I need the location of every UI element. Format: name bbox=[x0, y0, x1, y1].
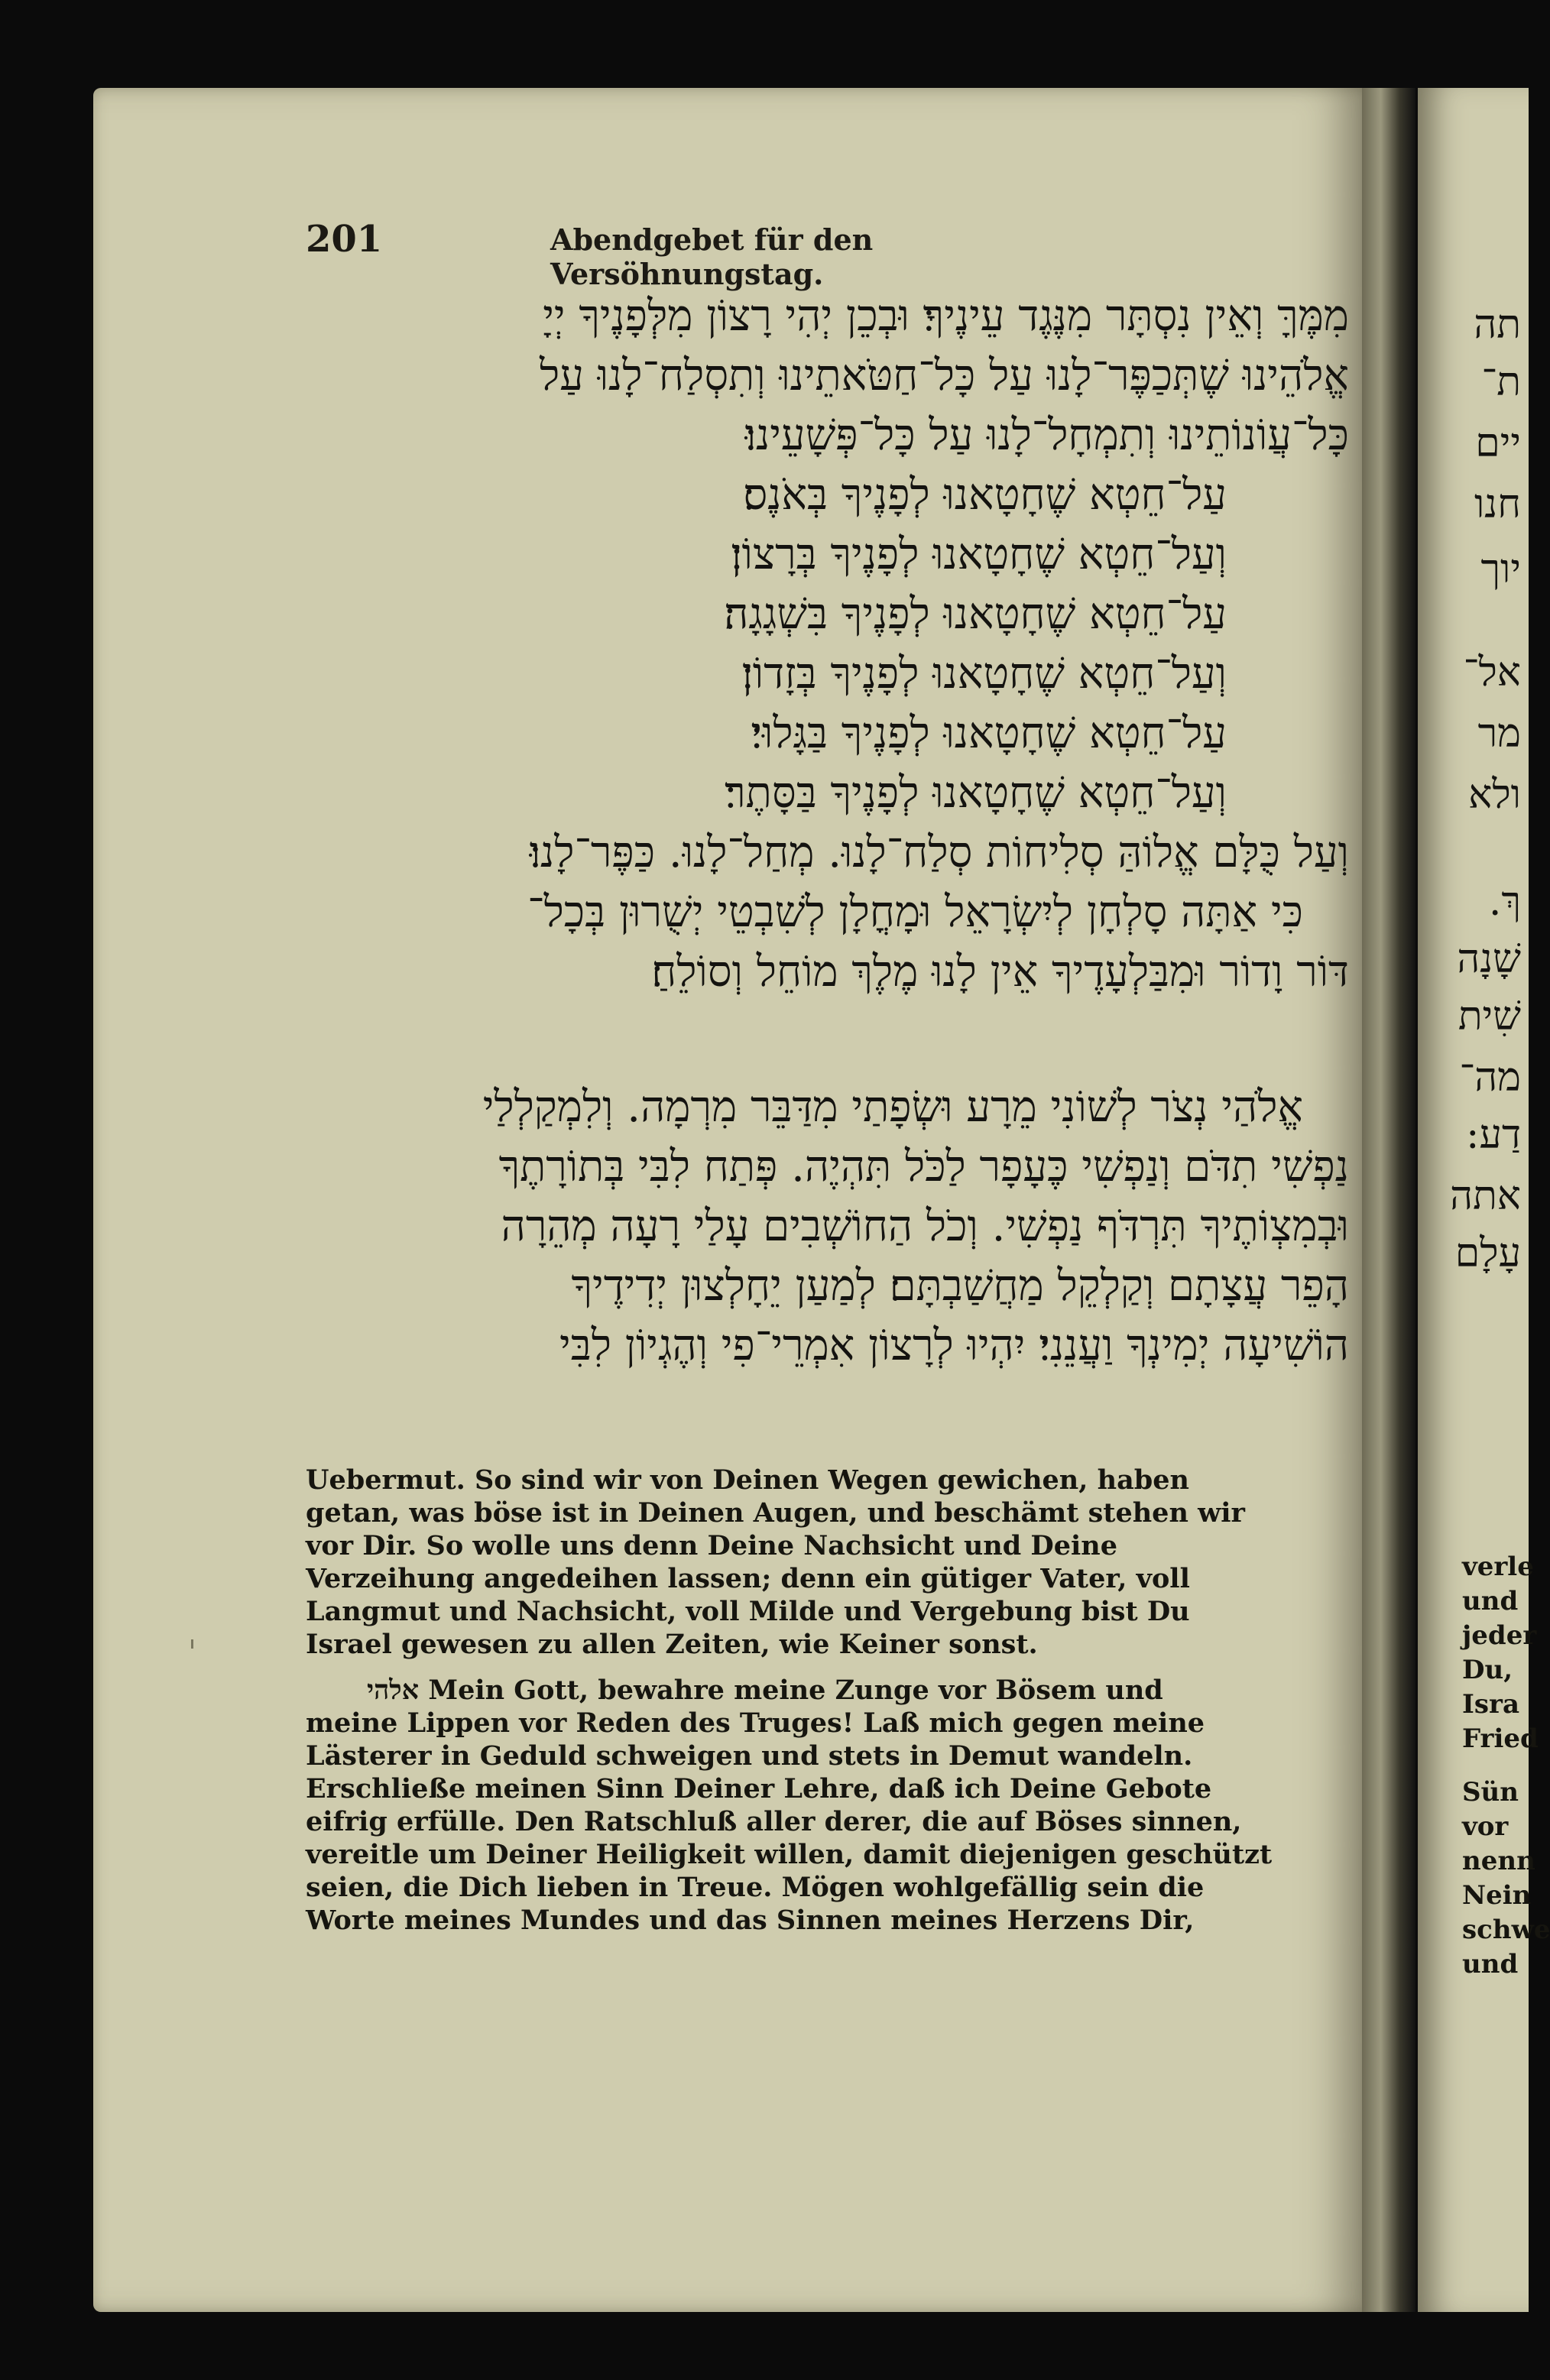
page-header bbox=[306, 218, 1108, 291]
hebrew-text-block-1 bbox=[302, 287, 1349, 1002]
hebrew-line: עַל־חֵטְא שֶׁחָטָאנוּ לְפָנֶיךָ בִּשְׁגָגָה׃ bbox=[724, 589, 1227, 639]
german-line: Israel gewesen zu allen Zeiten, wie Keiner sonst. bbox=[306, 1629, 1038, 1660]
next-page-hebrew-fragment: אל־ bbox=[1463, 650, 1521, 696]
hebrew-line: כִּי אַתָּה סָלְחָן לְיִשְׂרָאֵל וּמָחֳלָן לְשִׁבְטֵי יְשֻׁרוּן בְּכָל־ bbox=[527, 887, 1303, 937]
german-text-block-1 bbox=[306, 1464, 1341, 1661]
german-line: eifrig erfülle. Den Ratschluß aller derer, die auf Böses sinnen, bbox=[306, 1806, 1242, 1837]
german-line: seien, die Dich lieben in Treue. Mögen wohlgefällig sein die bbox=[306, 1872, 1205, 1903]
hebrew-line: נַפְשִׁי תִדֹּם וְנַפְשִׁי כֶּעָפָר לַכֹּל תִּהְיֶה. פְּתַח לִבִּי בְּתוֹרָתֶךָ bbox=[498, 1142, 1349, 1192]
hebrew-line: כָּל־עֲוֹנוֹתֵינוּ וְתִמְחָל־לָנוּ עַל כָּל־פְּשָׁעֵינוּ׃ bbox=[744, 410, 1349, 460]
running-title: Abendgebet für den Versöhnungstag. bbox=[550, 222, 874, 291]
german-line: Erschließe meinen Sinn Deiner Lehre, daß ich Deine Gebote bbox=[306, 1773, 1212, 1804]
next-page-hebrew-fragment: שָׁנָה bbox=[1457, 936, 1521, 982]
hebrew-line: עַל־חֵטְא שֶׁחָטָאנוּ לְפָנֶיךָ בַּגָּלוּי׃ bbox=[751, 708, 1227, 758]
hebrew-line: וּבְמִצְוֹתֶיךָ תִּרְדֹּף נַפְשִׁי. וְכֹל הַחוֹשְׁבִים עָלַי רָעָה מְהֵרָה bbox=[501, 1201, 1349, 1251]
next-page-hebrew-fragment: חנו bbox=[1474, 482, 1521, 527]
next-page-german-fragment: und bbox=[1462, 1949, 1519, 1980]
paper-mark bbox=[191, 1639, 193, 1649]
hebrew-line: דּוֹר וָדוֹר וּמִבַּלְעָדֶיךָ אֵין לָנוּ מֶלֶךְ מוֹחֵל וְסוֹלֵחַ׃ bbox=[651, 947, 1349, 997]
hebrew-line: מִמֶּךָּ וְאֵין נִסְתָּר מִנֶּגֶד עֵינֶיךָ׃ וּבְכֵן יְהִי רָצוֹן מִלְּפָנֶיךָ יְיָ bbox=[543, 291, 1349, 341]
hebrew-line: הָפֵר עֲצָתָם וְקַלְקֵל מַחֲשַׁבְתָּם׃ לְמַעַן יֵחָלְצוּן יְדִידֶיךָ bbox=[571, 1261, 1349, 1311]
german-line: getan, was böse ist in Deinen Augen, und beschämt stehen wir bbox=[306, 1497, 1245, 1529]
next-page-hebrew-fragment: אתה bbox=[1450, 1173, 1521, 1219]
hebrew-line: אֱלֹהֵינוּ שֶׁתְּכַפֶּר־לָנוּ עַל כָּל־חַטֹּאתֵינוּ וְתִסְלַח־לָנוּ עַל bbox=[540, 351, 1349, 400]
next-page-german-fragment: Sün bbox=[1462, 1777, 1519, 1808]
next-page-hebrew-fragment: ת־ bbox=[1481, 359, 1521, 405]
german-line: vor Dir. So wolle uns denn Deine Nachsicht und Deine bbox=[306, 1530, 1118, 1561]
hebrew-line: וְעַל־חֵטְא שֶׁחָטָאנוּ לְפָנֶיךָ בְּרָצוֹן׃ bbox=[731, 530, 1227, 579]
next-page-hebrew-fragment: יוך bbox=[1480, 546, 1521, 592]
next-page-german-fragment: Isra bbox=[1462, 1689, 1519, 1720]
next-page-hebrew-fragment: מר bbox=[1477, 711, 1521, 757]
next-page-german-fragment: schwe bbox=[1462, 1915, 1550, 1945]
next-page-hebrew-fragment: דַע: bbox=[1466, 1112, 1521, 1158]
hebrew-text-block-2 bbox=[302, 1078, 1349, 1376]
hebrew-line: אֱלֹהַי נְצֹר לְשׁוֹנִי מֵרָע וּשְׂפָתַי מִדַּבֵּר מִרְמָה. וְלִמְקַלְלַי bbox=[482, 1082, 1303, 1132]
hebrew-line: הוֹשִׁיעָה יְמִינְךָ וַעֲנֵנִי׃ יִהְיוּ לְרָצוֹן אִמְרֵי־פִי וְהֶגְיוֹן לִבִּי bbox=[559, 1321, 1349, 1370]
book-gutter bbox=[1362, 88, 1415, 2312]
next-page-german-fragment: verle bbox=[1462, 1552, 1534, 1582]
german-line: meine Lippen vor Reden des Truges! Laß mich gegen meine bbox=[306, 1707, 1205, 1739]
next-page-hebrew-fragment: יים bbox=[1475, 420, 1521, 466]
german-text-block-2 bbox=[306, 1674, 1341, 1937]
next-page-hebrew-fragment: ךְ. bbox=[1488, 879, 1521, 925]
next-page-german-fragment: Du, bbox=[1462, 1655, 1513, 1685]
next-page-german-fragment: nenn bbox=[1462, 1846, 1535, 1876]
next-page-hebrew-fragment: שִׁית bbox=[1458, 994, 1521, 1039]
next-page-hebrew-fragment: מה־ bbox=[1459, 1055, 1521, 1101]
next-page-german-fragment: Nein bbox=[1462, 1880, 1532, 1911]
german-line: Uebermut. So sind wir von Deinen Wegen gewichen, haben bbox=[306, 1464, 1189, 1496]
next-page-hebrew-fragment: תה bbox=[1474, 302, 1521, 348]
page-number: 201 bbox=[306, 218, 383, 261]
next-page-hebrew-fragment: ולא bbox=[1468, 772, 1521, 818]
hebrew-line: עַל־חֵטְא שֶׁחָטָאנוּ לְפָנֶיךָ בְּאֹנֶס׃ bbox=[743, 470, 1227, 520]
german-line: אלהי Mein Gott, bewahre meine Zunge vor Bösem und bbox=[367, 1675, 1163, 1706]
german-line: Worte meines Mundes und das Sinnen meines Herzens Dir, bbox=[306, 1905, 1195, 1936]
next-page-german-fragment: vor bbox=[1462, 1811, 1509, 1842]
next-page-german-fragment: und bbox=[1462, 1586, 1519, 1616]
german-line: Verzeihung angedeihen lassen; denn ein gütiger Vater, voll bbox=[306, 1563, 1190, 1594]
hebrew-line: וְעַל כֻּלָּם אֱלוֹהַּ סְלִיחוֹת סְלַח־לָנוּ. מְחַל־לָנוּ. כַּפֶּר־לָנוּ׃ bbox=[529, 828, 1349, 877]
german-line: Lästerer in Geduld schweigen und stets in Demut wandeln. bbox=[306, 1740, 1193, 1772]
german-line: vereitle um Deiner Heiligkeit willen, damit diejenigen geschützt bbox=[306, 1839, 1273, 1870]
next-page-hebrew-fragment: עָלָם bbox=[1454, 1231, 1521, 1276]
next-page-edge bbox=[1418, 88, 1550, 2312]
hebrew-line: וְעַל־חֵטְא שֶׁחָטָאנוּ לְפָנֶיךָ בְּזָדוֹן׃ bbox=[741, 649, 1227, 699]
next-page-german-fragment: Fried bbox=[1462, 1723, 1539, 1754]
next-page-german-fragment: jeder bbox=[1462, 1620, 1537, 1651]
hebrew-line: וְעַל־חֵטְא שֶׁחָטָאנוּ לְפָנֶיךָ בַּסָּתֶר׃ bbox=[725, 768, 1227, 818]
german-line: Langmut und Nachsicht, voll Milde und Vergebung bist Du bbox=[306, 1596, 1190, 1627]
